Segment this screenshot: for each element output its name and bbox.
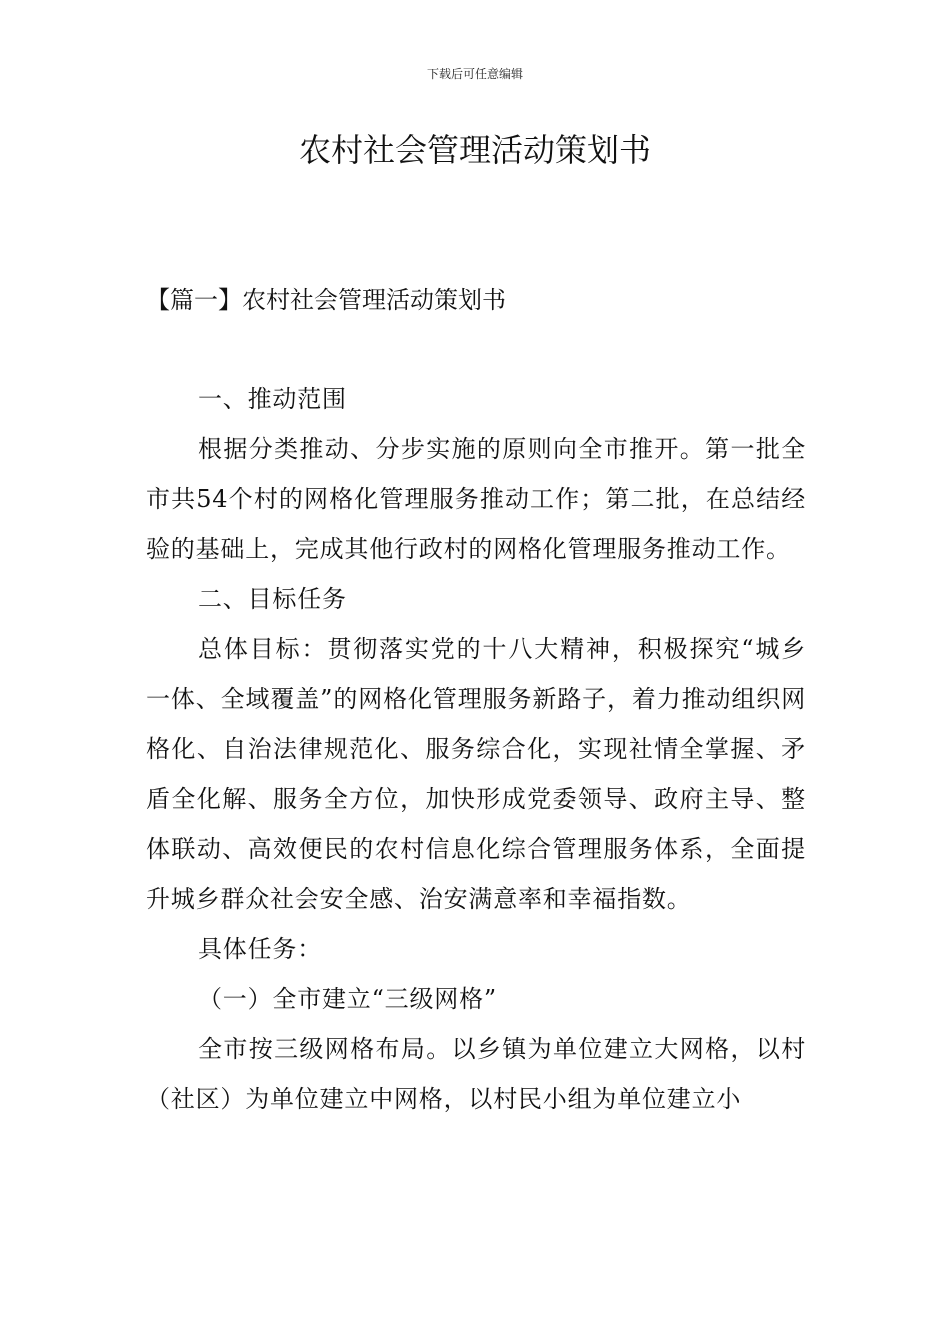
- paragraph-specific-tasks: 具体任务：: [198, 935, 322, 963]
- subheading-three-level-grid: （一）全市建立“三级网格”: [198, 985, 497, 1013]
- section-heading: 【篇一】农村社会管理活动策划书: [146, 286, 506, 314]
- heading-goals: 二、目标任务: [198, 585, 347, 613]
- document-body: [146, 374, 806, 1124]
- document-title: 农村社会管理活动策划书: [298, 131, 651, 169]
- paragraph-scope: 根据分类推动、分步实施的原则向全市推开。第一批全市共54个村的网格化管理服务推动工作；第二批，在总结经验的基础上，完成其他行政村的网格化管理服务推动工作。: [146, 435, 806, 563]
- paragraph-grid-layout: 全市按三级网格布局。以乡镇为单位建立大网格，以村（社区）为单位建立中网格，以村民小组为单位建立小: [146, 1035, 806, 1113]
- heading-scope: 一、推动范围: [198, 385, 347, 413]
- header-note: 下载后可任意编辑: [426, 67, 523, 81]
- paragraph-overall-goal: 总体目标：贯彻落实党的十八大精神，积极探究“城乡一体、全域覆盖”的网格化管理服务新路子，着力推动组织网格化、自治法律规范化、服务综合化，实现社情全掌握、矛盾全化解、服务全方位，加快形成党委领导、政府主导、整体联动、高效便民的农村信息化综合管理服务体系，全面提升城乡群众社会安全感、治安满意率和幸福指数。: [146, 635, 806, 913]
